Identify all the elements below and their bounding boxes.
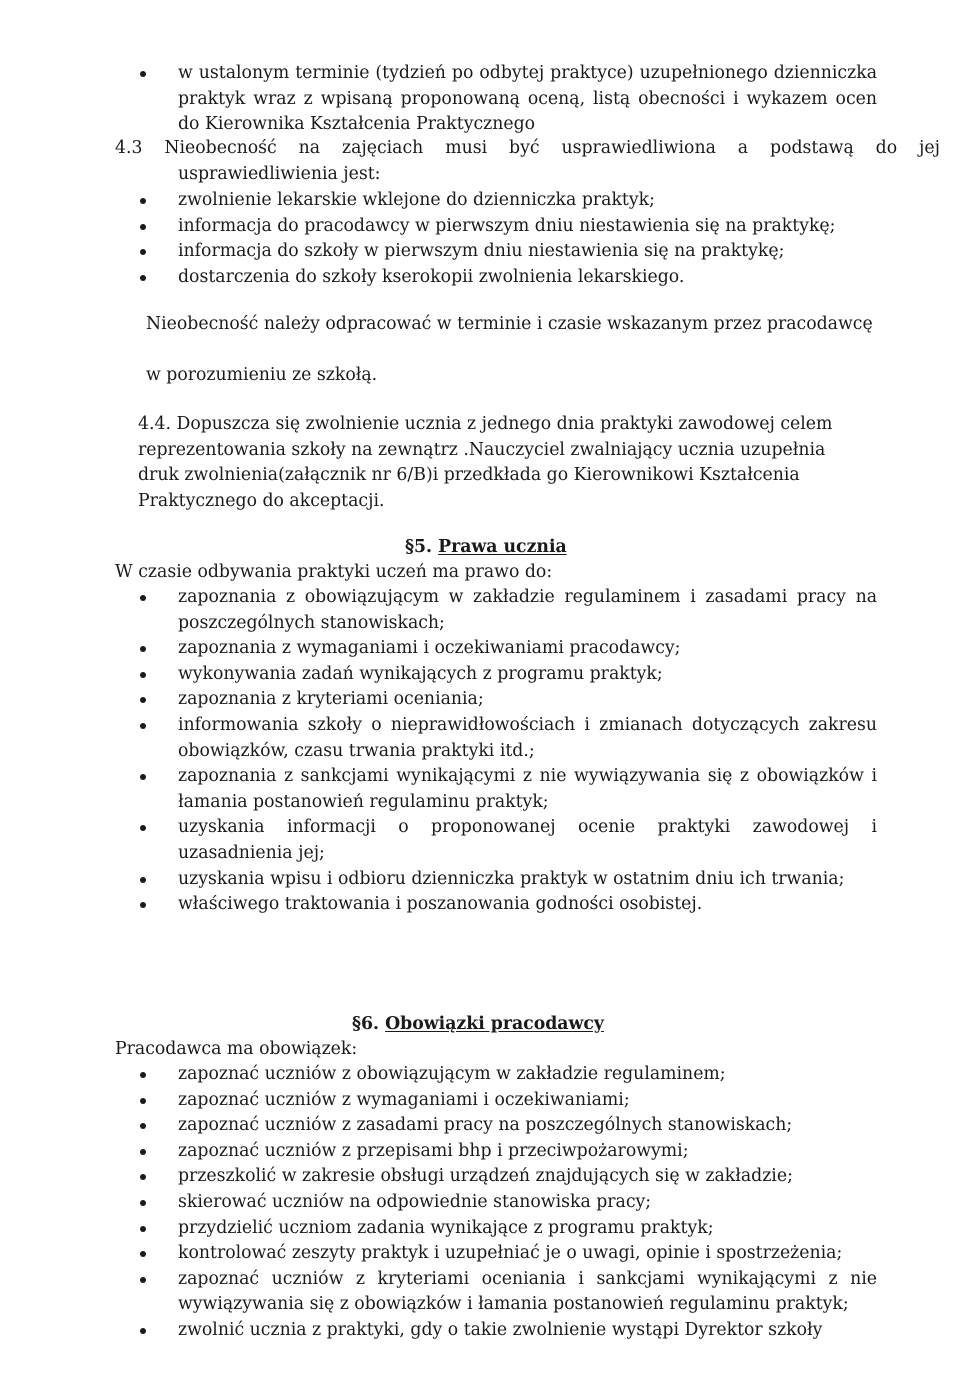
section-5-intro: W czasie odbywania praktyki uczeń ma prawo do: <box>115 562 553 582</box>
section-6-intro: Pracodawca ma obowiązek: <box>115 1039 358 1059</box>
list-item: przydzielić uczniom zadania wynikające z programu praktyk; <box>140 1216 877 1242</box>
list-item: skierować uczniów na odpowiednie stanowiska pracy; <box>140 1190 877 1216</box>
list-item: zapoznać uczniów z obowiązującym w zakładzie regulaminem; <box>140 1062 877 1088</box>
section-6-heading <box>352 1012 604 1038</box>
submission-list <box>140 61 877 138</box>
list-item: zapoznania z obowiązującym w zakładzie regulaminem i zasadami pracy na poszczególnych stanowiskach; <box>140 585 877 636</box>
list-item: zwolnienie lekarskie wklejone do dzienniczka praktyk; <box>140 188 877 214</box>
section-6-title: Obowiązki pracodawcy <box>385 1014 604 1034</box>
absence-justification-list <box>140 188 877 290</box>
list-item: informowania szkoły o nieprawidłowościach i zmianach dotyczących zakresu obowiązków, czasu trwania praktyki itd.; <box>140 713 877 764</box>
list-item: zapoznać uczniów z wymaganiami i oczekiwaniami; <box>140 1088 877 1114</box>
section-5-title: Prawa ucznia <box>438 537 567 557</box>
list-item: informacja do pracodawcy w pierwszym dniu niestawienia się na praktykę; <box>140 214 877 240</box>
absence-makeup-line1: Nieobecność należy odpracować w terminie i czasie wskazanym przez pracodawcę <box>146 314 873 334</box>
list-item: zapoznania z kryteriami oceniania; <box>140 687 877 713</box>
student-rights-list <box>140 585 877 918</box>
list-item: zwolnić ucznia z praktyki, gdy o takie zwolnienie wystąpi Dyrektor szkoły <box>140 1318 877 1344</box>
list-item: informacja do szkoły w pierwszym dniu niestawienia się na praktykę; <box>140 239 877 265</box>
list-item: zapoznać uczniów z zasadami pracy na poszczególnych stanowiskach; <box>140 1113 877 1139</box>
list-item: właściwego traktowania i poszanowania godności osobistej. <box>140 892 877 918</box>
section-5-number: §5. <box>405 537 433 557</box>
absence-makeup-line2: w porozumieniu ze szkołą. <box>146 365 378 385</box>
list-item: zapoznania z sankcjami wynikającymi z nie wywiązywania się z obowiązków i łamania postanowień regulaminu praktyk; <box>140 764 877 815</box>
list-item: kontrolować zeszyty praktyk i uzupełniać je o uwagi, opinie i spostrzeżenia; <box>140 1241 877 1267</box>
section-6-number: §6. <box>352 1014 380 1034</box>
list-item: wykonywania zadań wynikających z programu praktyk; <box>140 662 877 688</box>
list-item: przeszkolić w zakresie obsługi urządzeń znajdujących się w zakładzie; <box>140 1164 877 1190</box>
list-item: zapoznania z wymaganiami i oczekiwaniami pracodawcy; <box>140 636 877 662</box>
employer-duties-list <box>140 1062 877 1344</box>
list-item: zapoznać uczniów z przepisami bhp i przeciwpożarowymi; <box>140 1139 877 1165</box>
section-5-heading <box>405 535 567 561</box>
list-item: dostarczenia do szkoły kserokopii zwolnienia lekarskiego. <box>140 265 877 291</box>
list-item: uzyskania informacji o proponowanej ocenie praktyki zawodowej i uzasadnienia jej; <box>140 815 877 866</box>
list-item: w ustalonym terminie (tydzień po odbytej praktyce) uzupełnionego dzienniczka praktyk wraz z wpisaną proponowaną oceną, listą obecności i wykazem ocen do Kierownika Kształcenia Praktycznego <box>140 61 877 138</box>
paragraph-4-3: 4.3 Nieobecność na zajęciach musi być usprawiedliwiona a podstawą do jej usprawiedliwienia jest: <box>115 138 940 184</box>
list-item: zapoznać uczniów z kryteriami oceniania i sankcjami wynikającymi z nie wywiązywania się z obowiązków i łamania postanowień regulaminu praktyk; <box>140 1267 877 1318</box>
list-item: uzyskania wpisu i odbioru dzienniczka praktyk w ostatnim dniu ich trwania; <box>140 867 877 893</box>
paragraph-4-4: 4.4. Dopuszcza się zwolnienie ucznia z jednego dnia praktyki zawodowej celem reprezentowania szkoły na zewnątrz .Nauczyciel zwalniający ucznia uzupełnia druk zwolnienia(załącznik nr 6/B)i przedkłada go Kierownikowi Kształcenia Praktycznego do akceptacji. <box>138 414 833 511</box>
